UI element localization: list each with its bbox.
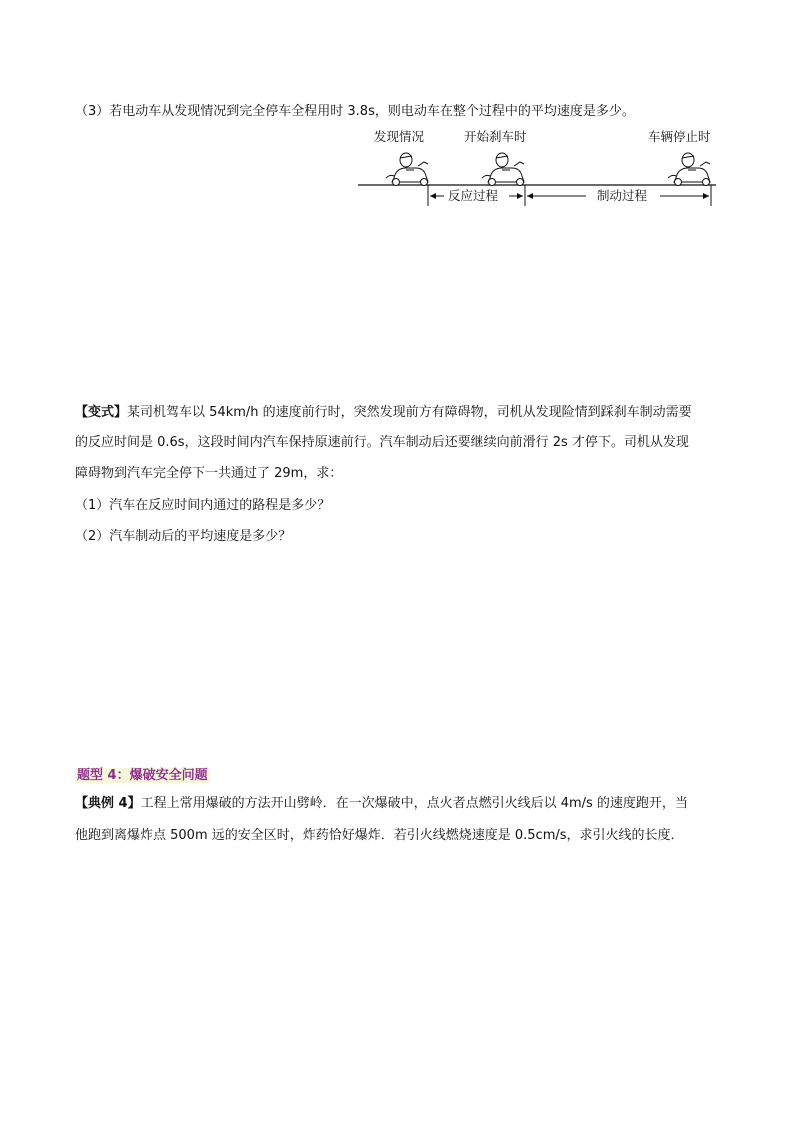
- example-4-tag: 【典例 4】: [75, 796, 141, 811]
- section-4-heading: [75, 767, 210, 785]
- scooter-icon-1: [386, 153, 428, 186]
- example-4-line-1: [75, 795, 688, 813]
- variant-tag: 【变式】: [75, 405, 128, 420]
- label-braking: 制动过程: [597, 188, 648, 203]
- label-stop: 车辆停止时: [648, 129, 711, 144]
- scooter-icon-3: [668, 153, 710, 186]
- label-start-brake: 开始刹车时: [464, 129, 527, 144]
- variant-line-2: 的反应时间是 0.6s，这段时间内汽车保持原速前行。汽车制动后还要继续向前滑行 2s 才停下。司机从发现: [75, 435, 689, 450]
- variant-question-1: （1）汽车在反应时间内通过的路程是多少？: [75, 498, 331, 513]
- example-4-line-2: 他跑到离爆炸点 500m 远的安全区时，炸药恰好爆炸．若引火线燃烧速度是 0.5cm/s，求引火线的长度．: [75, 828, 684, 843]
- section-4-title: 题型 4：爆破安全问题: [77, 768, 208, 783]
- diagram-drawing: [354, 128, 722, 212]
- variant-line-3: 障碍物到汽车完全停下一共通过了 29m，求：: [75, 466, 343, 481]
- variant-text-1: 某司机驾车以 54km/h 的速度前行时，突然发现前方有障碍物，司机从发现险情到踩刹车制动需要: [127, 405, 692, 420]
- scooter-icon-2: [482, 153, 524, 186]
- variant-question-2: （2）汽车制动后的平均速度是多少？: [75, 529, 292, 544]
- label-reaction: 反应过程: [448, 188, 499, 203]
- variant-line-1: [75, 404, 692, 422]
- label-discover: 发现情况: [374, 129, 425, 144]
- example-4-text-1: 工程上常用爆破的方法开山劈岭．在一次爆破中，点火者点燃引火线后以 4m/s 的速度跑开，当: [140, 796, 688, 811]
- braking-process-diagram: [354, 128, 722, 212]
- question-3-text: （3）若电动车从发现情况到完全停车全程用时 3.8s，则电动车在整个过程中的平均速度是多少。: [75, 104, 635, 119]
